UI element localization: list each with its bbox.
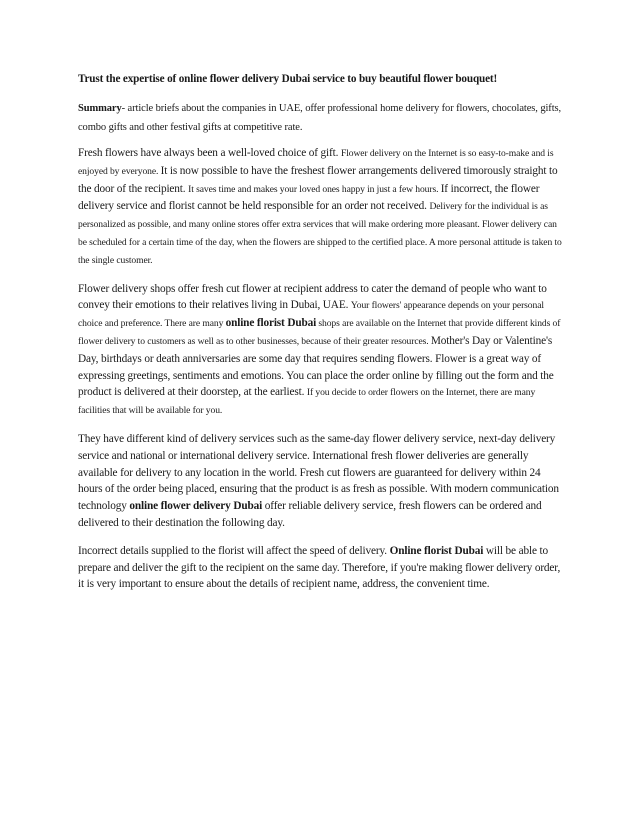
paragraph-2-text: Your flowers' appearance depends on your personal choice and preference. There are many — [78, 300, 544, 330]
paragraph-1-text: Flower delivery on the Internet is so easy-to-make and is enjoyed by everyone. — [78, 148, 554, 177]
paragraph-4-text: Incorrect details supplied to the florist will affect the speed of delivery. — [78, 544, 390, 557]
paragraph-1-text: Delivery for the individual is as personalized as possible, and many online stores offer extra services that will make ordering more pleasant. Flower delivery can be scheduled for a certain time of the day, when the flowers are shipped to the certified place. A more personal attitude is taken to the single customer. — [78, 201, 562, 266]
document-title: Trust the expertise of online flower delivery Dubai service to buy beautiful flower bouquet! — [78, 73, 498, 85]
paragraph-2-text: If you decide to order flowers on the Internet, there are many facilities that will be available for you. — [78, 387, 536, 417]
paragraph-4 — [78, 543, 562, 593]
paragraph-2-text: Mother's Day or Valentine's Day, birthdays or death anniversaries are some day that requires sending flowers. Flower is a great way of expressing greetings, sentiments and emotions. You can place the order online by filling out the form and the product is delivered at their doorstep, at the earliest. — [78, 334, 554, 399]
paragraph-3 — [78, 431, 562, 532]
paragraph-4-text: will be able to prepare and deliver the gift to the recipient on the same day. Therefore, if you're making flower delivery order, it is very important to ensure about the details of recipient name, address, the convenient time. — [78, 544, 561, 591]
paragraph-3-text: offer reliable delivery service, fresh flowers can be ordered and delivered to their destination the following day. — [78, 500, 542, 529]
paragraph-1 — [78, 145, 562, 270]
paragraph-1-text: If incorrect, the flower delivery service and florist cannot be held responsible for an order not received. — [78, 182, 540, 213]
keyword-online-florist-dubai: Online florist Dubai — [389, 544, 484, 557]
keyword-online-flower-delivery-dubai: online flower delivery Dubai — [129, 500, 263, 513]
summary-label: Summary — [78, 103, 122, 114]
paragraph-1-text: Fresh flowers have always been a well-loved choice of gift. — [78, 147, 341, 159]
paragraph-2-text: shops are available on the Internet that provide different kinds of flower delivery to customers as well as to other businesses, because of their greater resources. — [78, 318, 561, 347]
paragraph-2 — [78, 281, 562, 420]
summary-paragraph — [78, 99, 562, 137]
summary-text: - article briefs about the companies in UAE, offer professional home delivery for flowers, chocolates, gifts, combo gifts and other festival gifts at competitive rate. — [78, 103, 562, 133]
paragraph-1-text: It is now possible to have the freshest flower arrangements delivered timorously straight to the door of the recipient. — [78, 164, 558, 195]
keyword-online-florist-dubai: online florist Dubai — [225, 317, 317, 330]
paragraph-2-text: Flower delivery shops offer fresh cut flower at recipient address to cater the demand of people who want to convey their emotions to their relatives living in Dubai, UAE. — [78, 282, 547, 312]
document-page — [78, 72, 562, 604]
paragraph-3-text: They have different kind of delivery services such as the same-day flower delivery service, next-day delivery service and national or international delivery service. International fresh flower deliveries are generally available for delivery to any location in the world. Fresh cut flowers are guaranteed for delivery within 24 hours of the order being placed, ensuring that the product is as fresh as possible. With modern communication technology — [78, 432, 559, 513]
paragraph-1-text: It saves time and makes your loved ones happy in just a few hours. — [188, 183, 441, 195]
